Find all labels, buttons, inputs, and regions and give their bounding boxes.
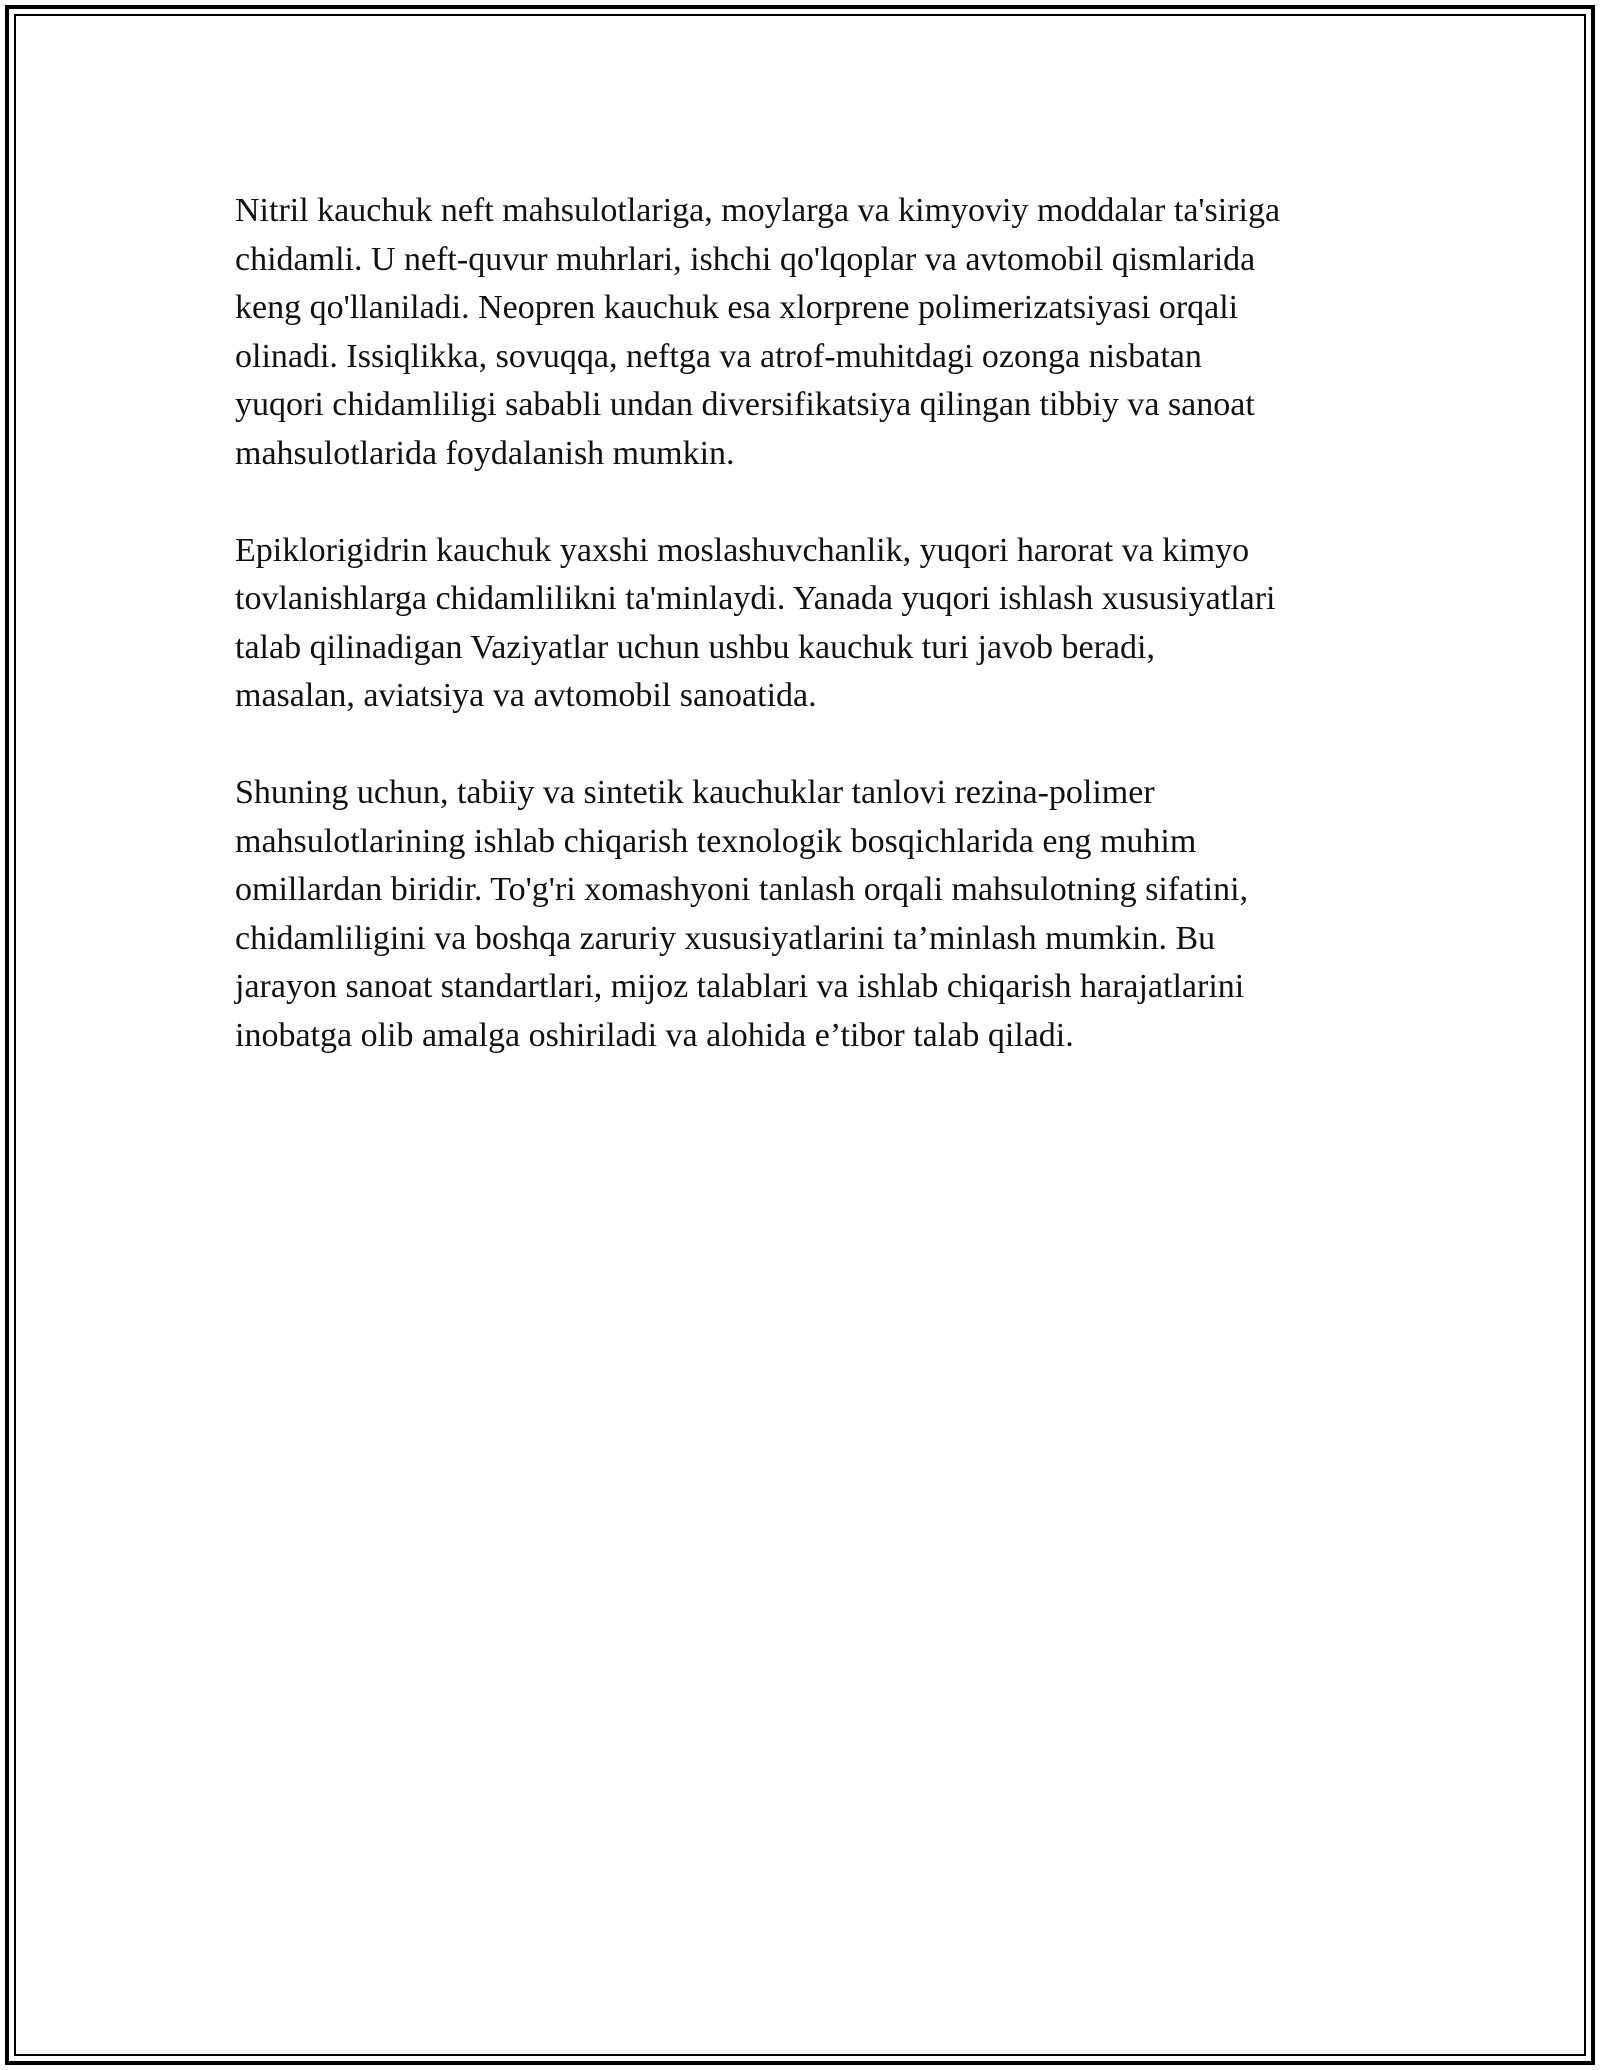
paragraph-2: Epiklorigidrin kauchuk yaxshi moslashuvchanlik, yuqori harorat va kimyo tovlanishlarga chidamlilikni ta'minlaydi. Yanada yuqori ishlash xususiyatlari talab qilinadigan Vaziyatlar uchun ushbu kauchuk turi javob beradi, masalan, aviatsiya va avtomobil sanoatida. <box>235 531 1276 714</box>
document-body <box>235 187 1375 1109</box>
paragraph-3: Shuning uchun, tabiiy va sintetik kauchuklar tanlovi rezina-polimer mahsulotlarining ishlab chiqarish texnologik bosqichlarida eng muhim omillardan biridir. To'g'ri xomashyoni tanlash orqali mahsulotning sifatini, chidamliligini va boshqa zaruriy xususiyatlarini ta’minlash mumkin. Bu jarayon sanoat standartlari, mijoz talablari va ishlab chiqarish harajatlarini inobatga olib amalga oshiriladi va alohida e’tibor talab qiladi. <box>235 774 1249 1054</box>
paragraph-1: Nitril kauchuk neft mahsulotlariga, moylarga va kimyoviy moddalar ta'siriga chidamli. U neft-quvur muhrlari, ishchi qo'lqoplar va avtomobil qismlarida keng qo'llaniladi. Neopren kauchuk esa xlorprene polimerizatsiyasi orqali olinadi. Issiqlikka, sovuqqa, neftga va atrof-muhitdagi ozonga nisbatan yuqori chidamliligi sababli undan diversifikatsiya qilingan tibbiy va sanoat mahsulotlarida foydalanish mumkin. <box>235 192 1281 472</box>
